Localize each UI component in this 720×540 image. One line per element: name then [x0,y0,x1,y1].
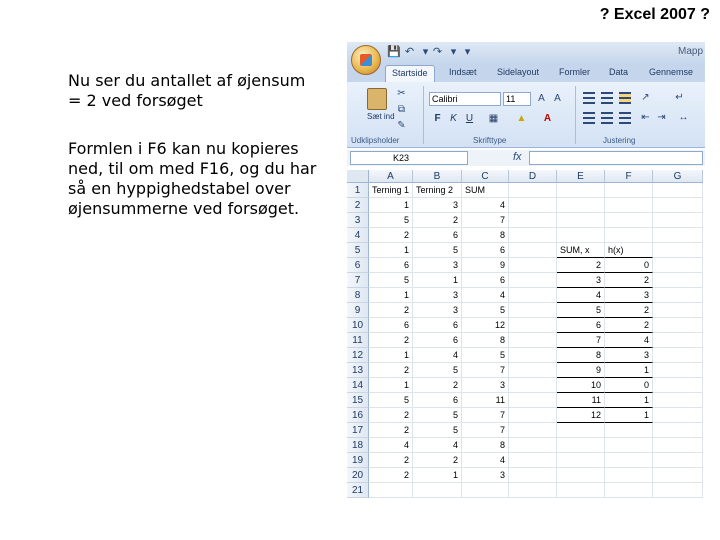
table-cell[interactable]: 6 [369,258,413,273]
fill-color-icon[interactable]: ▲ [516,113,527,124]
freq-table-cell[interactable]: 2 [605,318,653,333]
redo-dropdown-icon[interactable]: ▾ [450,46,457,58]
cell[interactable] [509,438,557,453]
slide-title: ? Excel 2007 ? [599,6,710,23]
cell[interactable] [605,438,653,453]
freq-header-cell[interactable]: SUM, x [557,243,605,258]
freq-table-cell[interactable]: 3 [605,348,653,363]
increase-indent-icon[interactable]: ⇥ [657,112,666,123]
shrink-font-icon[interactable]: A [554,93,561,104]
spreadsheet-grid [347,170,705,502]
table-cell[interactable]: 9 [462,258,509,273]
column-header-f[interactable]: F [605,170,653,183]
row-header-20[interactable]: 20 [347,468,369,483]
freq-table-cell[interactable]: 0 [605,378,653,393]
table-cell[interactable]: 3 [413,288,462,303]
row-header-10[interactable]: 10 [347,318,369,333]
table-cell[interactable]: 4 [369,438,413,453]
table-cell[interactable]: 3 [462,468,509,483]
align-middle-icon[interactable] [601,92,613,104]
cell[interactable] [509,333,557,348]
name-box[interactable]: K23 [350,151,468,165]
freq-table-cell[interactable]: 3 [605,288,653,303]
cell[interactable] [509,228,557,243]
table-cell[interactable]: 1 [413,273,462,288]
table-cell[interactable]: 1 [369,378,413,393]
table-header-cell[interactable]: Terning 1 [369,183,413,198]
undo-dropdown-icon[interactable]: ▾ [422,46,429,58]
ribbon [347,82,705,148]
table-cell[interactable]: 3 [413,303,462,318]
cell[interactable] [653,453,703,468]
cell[interactable] [653,228,703,243]
italic-button[interactable]: K [450,113,457,124]
row-header-2[interactable]: 2 [347,198,369,213]
cell[interactable] [557,198,605,213]
formula-input[interactable] [529,151,703,165]
body-text-2: Formlen i F6 kan nu kopieres ned, til om med F16, og du har så en hyppighedstabel over øjensummerne ved forsøget. [68,139,317,218]
table-cell[interactable]: 5 [413,408,462,423]
column-header-g[interactable]: G [653,170,703,183]
table-cell[interactable]: 5 [369,393,413,408]
cell[interactable] [509,273,557,288]
table-cell[interactable]: 4 [413,438,462,453]
cell[interactable] [605,213,653,228]
row-header-21[interactable]: 21 [347,483,369,498]
table-cell[interactable]: 4 [413,348,462,363]
table-cell[interactable]: 3 [413,258,462,273]
tab-data[interactable]: Data [609,67,629,77]
freq-table-cell[interactable]: 1 [605,363,653,378]
table-cell[interactable]: 3 [462,378,509,393]
freq-table-cell[interactable]: 1 [605,408,653,423]
customize-quick-access-icon[interactable]: ▾ [464,46,471,58]
tab-gennemse[interactable]: Gennemse [649,67,694,77]
row-header-7[interactable]: 7 [347,273,369,288]
cell[interactable] [557,213,605,228]
cell[interactable] [557,183,605,198]
font-color-icon[interactable]: A [543,113,552,124]
cell[interactable] [509,483,557,498]
table-cell[interactable]: 8 [462,333,509,348]
cell[interactable] [557,438,605,453]
cell[interactable] [509,468,557,483]
fx-icon[interactable]: fx [513,151,522,163]
row-header-8[interactable]: 8 [347,288,369,303]
table-cell[interactable]: 5 [369,273,413,288]
table-cell[interactable]: 6 [413,333,462,348]
table-cell[interactable]: 2 [369,228,413,243]
font-name-select[interactable]: Calibri [429,92,501,106]
cell[interactable] [653,363,703,378]
table-cell[interactable]: 4 [462,453,509,468]
app-name: Mapp [677,46,703,57]
align-top-icon[interactable] [583,92,595,104]
cell[interactable] [605,483,653,498]
cell[interactable] [509,258,557,273]
cell[interactable] [653,348,703,363]
table-cell[interactable]: 7 [462,213,509,228]
align-center-icon[interactable] [601,112,613,124]
row-header-16[interactable]: 16 [347,408,369,423]
cell[interactable] [509,393,557,408]
table-cell[interactable]: 2 [413,453,462,468]
table-cell[interactable]: 2 [413,213,462,228]
table-cell[interactable]: 2 [369,303,413,318]
cell[interactable] [653,243,703,258]
cell[interactable] [605,183,653,198]
cell[interactable] [653,468,703,483]
cell[interactable] [557,468,605,483]
freq-table-cell[interactable]: 7 [557,333,605,348]
tab-indsaet[interactable]: Indsæt [449,67,477,77]
cell[interactable] [509,198,557,213]
align-right-icon[interactable] [619,112,631,124]
cell[interactable] [605,423,653,438]
cell[interactable] [509,378,557,393]
cell[interactable] [509,288,557,303]
group-separator [423,86,424,144]
freq-table-cell[interactable]: 3 [557,273,605,288]
table-cell[interactable]: 7 [462,408,509,423]
row-header-17[interactable]: 17 [347,423,369,438]
cell[interactable] [653,438,703,453]
cell[interactable] [413,483,462,498]
table-cell[interactable]: 3 [413,198,462,213]
table-cell[interactable]: 12 [462,318,509,333]
align-bottom-icon[interactable] [619,92,631,104]
cell[interactable] [653,408,703,423]
paste-icon[interactable] [367,88,387,110]
tab-startside[interactable]: Startside [385,65,435,82]
column-header-b[interactable]: B [413,170,462,183]
row-header-4[interactable]: 4 [347,228,369,243]
table-cell[interactable]: 2 [369,363,413,378]
freq-table-cell[interactable]: 10 [557,378,605,393]
table-cell[interactable]: 2 [413,378,462,393]
table-cell[interactable]: 8 [462,438,509,453]
table-cell[interactable]: 6 [369,318,413,333]
table-cell[interactable]: 8 [462,228,509,243]
freq-table-cell[interactable]: 8 [557,348,605,363]
table-cell[interactable]: 6 [413,393,462,408]
row-header-18[interactable]: 18 [347,438,369,453]
row-header-6[interactable]: 6 [347,258,369,273]
table-cell[interactable]: 2 [369,453,413,468]
column-header-c[interactable]: C [462,170,509,183]
cell[interactable] [653,333,703,348]
title-bar [347,42,705,64]
row-header-12[interactable]: 12 [347,348,369,363]
table-header-cell[interactable]: SUM [462,183,509,198]
cell[interactable] [653,423,703,438]
row-header-19[interactable]: 19 [347,453,369,468]
cell[interactable] [653,483,703,498]
cell[interactable] [509,243,557,258]
cell[interactable] [605,453,653,468]
body-text-1: Nu ser du antallet af øjensum = 2 ved forsøget [68,71,306,110]
table-cell[interactable]: 4 [462,198,509,213]
table-cell[interactable]: 6 [462,273,509,288]
wrap-text-icon[interactable]: ↵ [675,92,684,103]
orientation-icon[interactable]: ↗ [641,92,650,103]
table-cell[interactable]: 4 [462,288,509,303]
cell[interactable] [509,363,557,378]
cell[interactable] [369,483,413,498]
cell[interactable] [653,393,703,408]
format-painter-icon[interactable]: ✎ [397,120,406,131]
row-header-13[interactable]: 13 [347,363,369,378]
cell[interactable] [509,453,557,468]
cell[interactable] [653,378,703,393]
group-label-clipboard: Udklipsholder [351,136,400,145]
borders-icon[interactable]: ▦ [488,113,499,124]
table-cell[interactable]: 7 [462,363,509,378]
paste-button-label[interactable]: Sæt ind [367,112,395,121]
column-header-e[interactable]: E [557,170,605,183]
freq-table-cell[interactable]: 2 [557,258,605,273]
table-cell[interactable]: 7 [462,423,509,438]
align-left-icon[interactable] [583,112,595,124]
redo-icon[interactable]: ↷ [432,46,443,58]
decrease-indent-icon[interactable]: ⇤ [641,112,650,123]
table-cell[interactable]: 1 [369,348,413,363]
cell[interactable] [509,303,557,318]
table-cell[interactable]: 5 [413,243,462,258]
table-cell[interactable]: 5 [462,303,509,318]
freq-table-cell[interactable]: 1 [605,393,653,408]
table-cell[interactable]: 6 [413,318,462,333]
table-cell[interactable]: 5 [413,423,462,438]
table-cell[interactable]: 5 [462,348,509,363]
freq-table-cell[interactable]: 6 [557,318,605,333]
cell[interactable] [653,273,703,288]
select-all-corner[interactable] [347,170,369,183]
ribbon-tabs [347,64,705,82]
cell[interactable] [653,258,703,273]
excel-window [347,42,705,502]
bold-button[interactable]: F [434,113,441,124]
font-size-select[interactable]: 11 [503,92,531,106]
freq-table-cell[interactable]: 5 [557,303,605,318]
table-cell[interactable]: 11 [462,393,509,408]
cell[interactable] [509,183,557,198]
column-header-d[interactable]: D [509,170,557,183]
cell[interactable] [557,483,605,498]
group-label-alignment: Justering [603,136,636,145]
cell[interactable] [509,348,557,363]
row-header-5[interactable]: 5 [347,243,369,258]
group-label-font: Skrifttype [473,136,507,145]
freq-table-cell[interactable]: 2 [605,273,653,288]
table-cell[interactable]: 2 [369,423,413,438]
table-cell[interactable]: 6 [413,228,462,243]
table-cell[interactable]: 6 [462,243,509,258]
table-cell[interactable]: 2 [369,408,413,423]
freq-header-cell[interactable]: h(x) [605,243,653,258]
save-icon[interactable]: 💾 [387,46,401,58]
tab-formler[interactable]: Formler [559,67,590,77]
column-header-a[interactable]: A [369,170,413,183]
cell[interactable] [509,423,557,438]
cut-icon[interactable]: ✂ [397,88,406,99]
table-cell[interactable]: 5 [413,363,462,378]
table-cell[interactable]: 5 [369,213,413,228]
freq-table-cell[interactable]: 9 [557,363,605,378]
row-header-15[interactable]: 15 [347,393,369,408]
cell[interactable] [509,213,557,228]
copy-icon[interactable]: ⧉ [397,104,406,115]
cell[interactable] [557,453,605,468]
freq-table-cell[interactable]: 2 [605,303,653,318]
merge-center-icon[interactable]: ↔ [678,112,689,123]
table-cell[interactable]: 2 [369,333,413,348]
table-header-cell[interactable]: Terning 2 [413,183,462,198]
cell[interactable] [605,468,653,483]
undo-icon[interactable]: ↶ [404,46,415,58]
table-cell[interactable]: 2 [369,468,413,483]
row-header-9[interactable]: 9 [347,303,369,318]
cell[interactable] [605,198,653,213]
cell[interactable] [462,483,509,498]
row-header-11[interactable]: 11 [347,333,369,348]
cell[interactable] [557,228,605,243]
table-cell[interactable]: 1 [369,288,413,303]
row-header-1[interactable]: 1 [347,183,369,198]
table-cell[interactable]: 1 [369,243,413,258]
underline-button[interactable]: U [465,113,474,124]
cell[interactable] [509,318,557,333]
cell[interactable] [605,228,653,243]
cell[interactable] [653,303,703,318]
group-separator [575,86,576,144]
freq-table-cell[interactable]: 4 [557,288,605,303]
office-button[interactable] [351,45,381,75]
cell[interactable] [653,213,703,228]
freq-table-cell[interactable]: 12 [557,408,605,423]
cell[interactable] [557,423,605,438]
row-header-14[interactable]: 14 [347,378,369,393]
table-cell[interactable]: 1 [369,198,413,213]
freq-table-cell[interactable]: 0 [605,258,653,273]
cell[interactable] [653,198,703,213]
formula-bar [347,150,705,166]
freq-table-cell[interactable]: 11 [557,393,605,408]
cell[interactable] [653,183,703,198]
grow-font-icon[interactable]: A [538,93,545,104]
cell[interactable] [653,288,703,303]
row-header-3[interactable]: 3 [347,213,369,228]
tab-sidelayout[interactable]: Sidelayout [497,67,540,77]
cell[interactable] [509,408,557,423]
table-cell[interactable]: 1 [413,468,462,483]
freq-table-cell[interactable]: 4 [605,333,653,348]
cell[interactable] [653,318,703,333]
